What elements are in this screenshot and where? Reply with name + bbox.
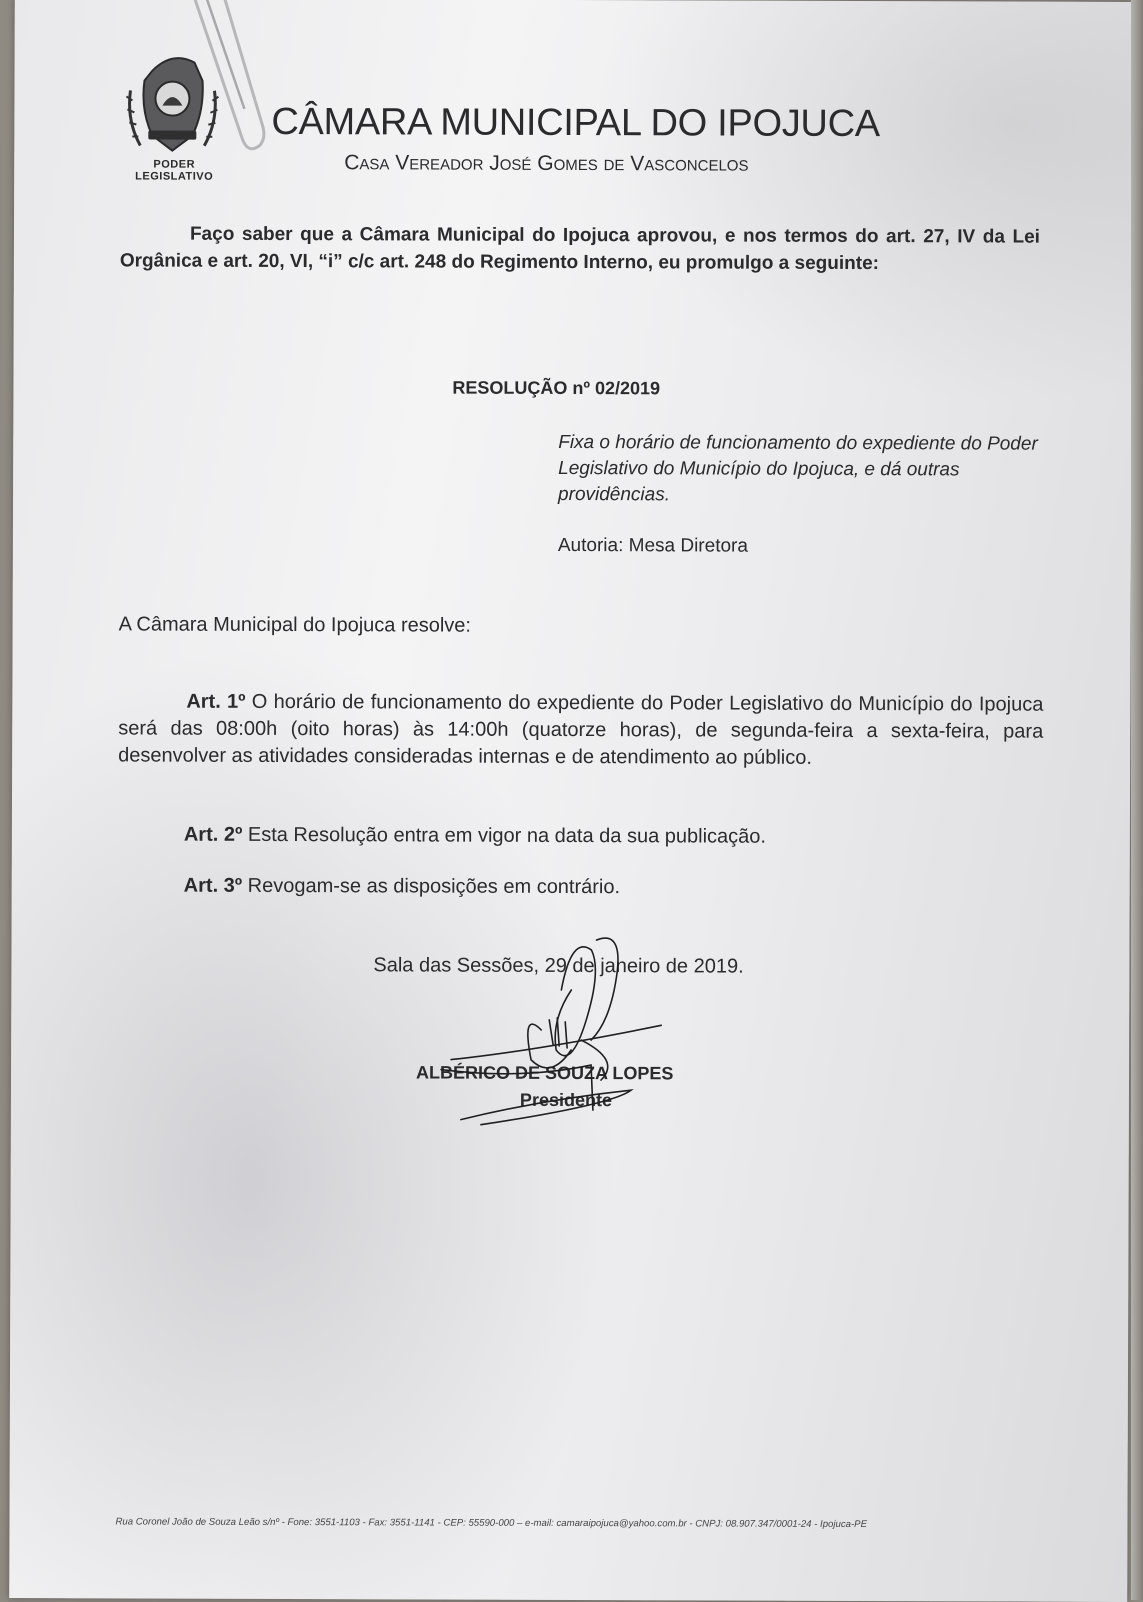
resolve-statement: A Câmara Municipal do Ipojuca resolve: <box>118 613 472 637</box>
document-page <box>9 0 1133 1602</box>
institution-subtitle: Casa Vereador José Gomes de Vasconcelos <box>344 151 749 176</box>
resolution-title: RESOLUÇÃO nº 02/2019 <box>452 377 661 399</box>
institution-title: CÂMARA MUNICIPAL DO IPOJUCA <box>271 100 880 146</box>
place-and-date: Sala das Sessões, 29 de janeiro de 2019. <box>373 954 744 978</box>
article-label: Art. 2º <box>183 823 243 846</box>
intro-paragraph: Faço saber que a Câmara Municipal do Ipojuca aprovou, e nos termos do art. 27, IV da Lei Orgânica e art. 20, VI, “i” c/c art. 248 do Regimento Interno, eu promulgo a seguinte: <box>119 223 1041 275</box>
article-2 <box>184 824 766 849</box>
background-edge <box>1131 0 1143 1600</box>
signer-role: Presidente <box>519 1089 613 1111</box>
article-3 <box>184 875 620 900</box>
article-1 <box>118 688 1043 772</box>
article-label: Art. 1º <box>186 690 246 713</box>
resolution-author: Autoria: Mesa Diretora <box>557 534 749 557</box>
paper-clip <box>184 0 275 159</box>
footer-contact: Rua Coronel João de Souza Leão s/nº - Fone: 3551-1103 - Fax: 3551-1141 - CEP: 55590-000 – e-mail: camaraipojuca@yahoo.com.br - CNPJ: 08.907.347/0001-24 - Ipojuca-PE <box>115 1516 868 1531</box>
article-label: Art. 3º <box>183 874 243 897</box>
article-text: O horário de funcionamento do expediente do Poder Legislativo do Município do Ipojuca será das 08:00h (oito horas) às 14:00h (quatorze horas), de segunda-feira a sexta-feira, para desenvolver as atividades consideradas internas e de atendimento ao público. <box>118 690 1044 769</box>
article-text: Esta Resolução entra em vigor na data da sua publicação. <box>247 823 767 848</box>
article-text: Revogam-se as disposições em contrário. <box>247 874 621 899</box>
signer-name: ALBÉRICO DE SOUZA LOPES <box>416 1062 674 1084</box>
crest-caption: PODER LEGISLATIVO <box>135 158 214 183</box>
handwritten-signature <box>421 929 682 1150</box>
resolution-ementa: Fixa o horário de funcionamento do expediente do Poder Legislativo do Município do Ipojuca, e dá outras providências. <box>558 431 1038 506</box>
